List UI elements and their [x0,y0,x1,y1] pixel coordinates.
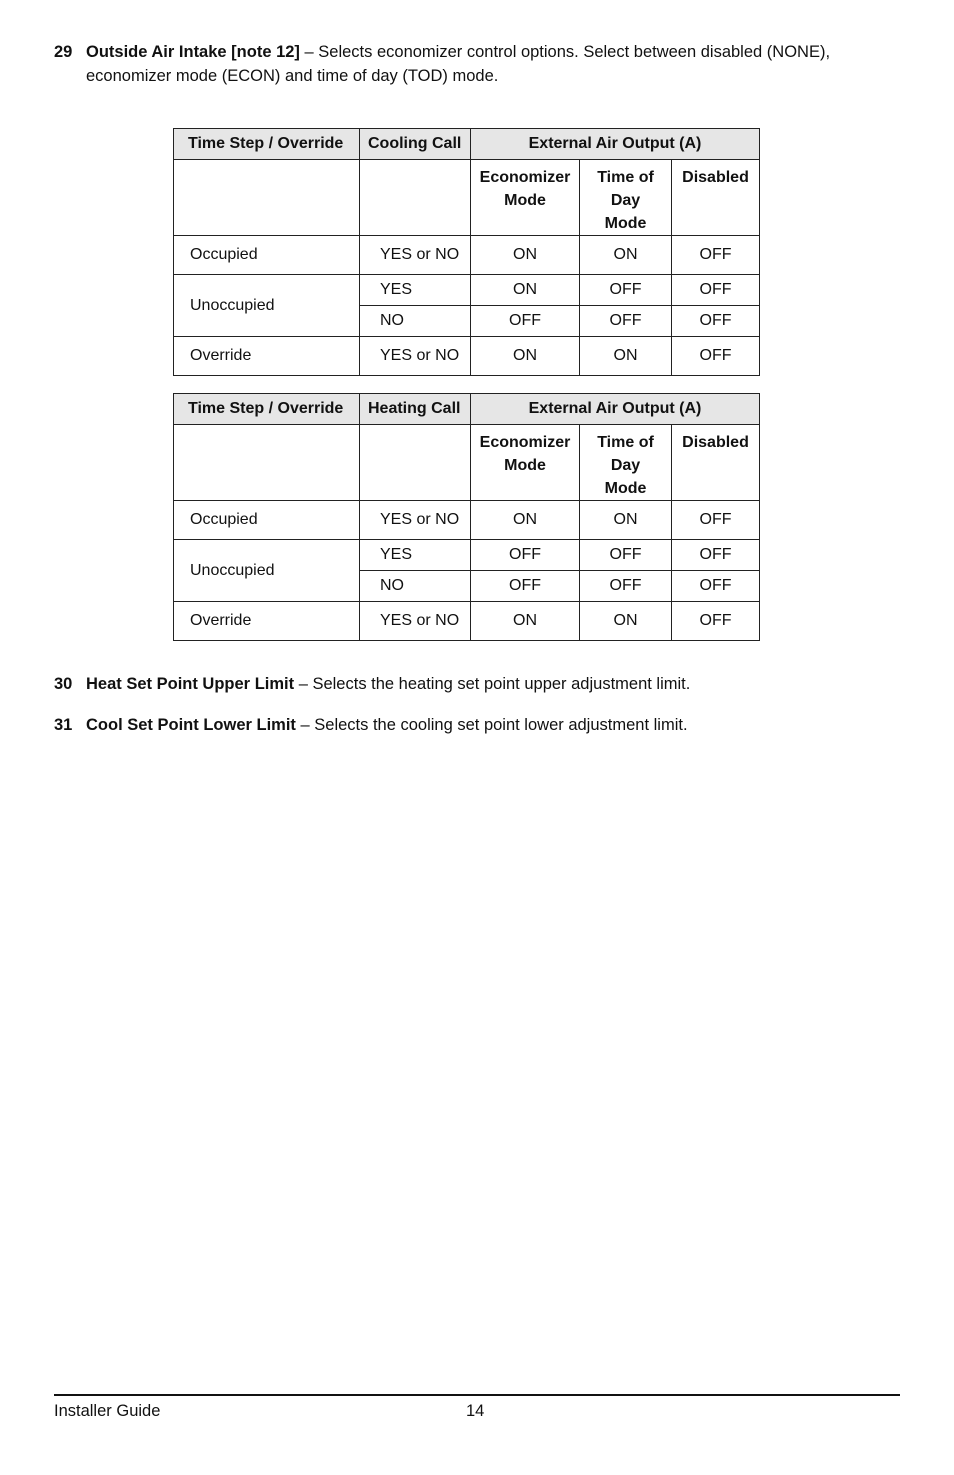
cell-tod: OFF [580,275,672,306]
cell-step: Unoccupied [174,540,360,602]
cell-econ: OFF [471,571,580,602]
subheader-time-of-day-mode: Time of Day Mode [580,160,672,236]
cell-tod: ON [580,501,672,540]
item-description [86,713,854,737]
cell-call: YES [360,540,471,571]
col-header-external-air-output: External Air Output (A) [471,394,760,425]
col-header-time-step: Time Step / Override [174,394,360,425]
item-29 [54,40,854,88]
cell-step: Occupied [174,501,360,540]
col-header-external-air-output: External Air Output (A) [471,129,760,160]
cell-call: YES or NO [360,236,471,275]
cell-tod: ON [580,236,672,275]
cell-disabled: OFF [672,540,760,571]
table-subheader-row [174,160,760,236]
item-description [86,672,854,696]
cell-econ: ON [471,337,580,376]
item-text-continued: economizer mode (ECON) and time of day (TOD) mode. [86,67,499,85]
table-row [174,540,760,571]
subheader-economizer-mode: Economizer Mode [471,160,580,236]
item-text: – Selects the cooling set point lower adjustment limit. [295,716,688,734]
item-number: 30 [54,675,73,693]
empty-cell [360,160,471,236]
cell-disabled: OFF [672,306,760,337]
col-header-cooling-call: Cooling Call [360,129,471,160]
cell-step: Unoccupied [174,275,360,337]
cell-call: YES or NO [360,602,471,641]
cell-disabled: OFF [672,571,760,602]
cell-step: Override [174,337,360,376]
cell-econ: ON [471,501,580,540]
table-row [174,501,760,540]
cell-tod: ON [580,337,672,376]
item-term: Outside Air Intake [note 12] [86,43,300,61]
item-text: – Selects economizer control options. Select between disabled (NONE), [299,43,831,61]
item-text: – Selects the heating set point upper adjustment limit. [294,675,691,693]
table-subheader-row [174,425,760,501]
col-header-heating-call: Heating Call [360,394,471,425]
footer-divider [54,1394,900,1396]
cell-step: Occupied [174,236,360,275]
cell-disabled: OFF [672,602,760,641]
table-header-row [174,129,760,160]
subheader-time-of-day-mode: Time of Day Mode [580,425,672,501]
empty-cell [174,160,360,236]
table-row [174,602,760,641]
cell-econ: ON [471,236,580,275]
item-term: Cool Set Point Lower Limit [86,716,296,734]
item-31 [54,713,854,737]
cell-econ: ON [471,602,580,641]
cell-econ: ON [471,275,580,306]
footer-page-number: 14 [466,1402,485,1420]
footer-document-title: Installer Guide [54,1402,161,1420]
cell-call: YES or NO [360,501,471,540]
item-number: 31 [54,716,73,734]
empty-cell [174,425,360,501]
table-row [174,236,760,275]
cell-tod: OFF [580,571,672,602]
item-description [86,40,854,88]
subheader-disabled: Disabled [672,425,760,501]
cell-tod: ON [580,602,672,641]
table-header-row [174,394,760,425]
cell-disabled: OFF [672,275,760,306]
item-number: 29 [54,43,73,61]
cell-econ: OFF [471,306,580,337]
cell-call: YES [360,275,471,306]
item-30 [54,672,854,696]
cell-tod: OFF [580,540,672,571]
heating-call-table [173,393,760,641]
table-row [174,337,760,376]
subheader-disabled: Disabled [672,160,760,236]
table-row [174,275,760,306]
cell-tod: OFF [580,306,672,337]
cell-disabled: OFF [672,501,760,540]
cell-disabled: OFF [672,236,760,275]
col-header-time-step: Time Step / Override [174,129,360,160]
cooling-call-table [173,128,760,376]
cell-call: NO [360,571,471,602]
cell-econ: OFF [471,540,580,571]
cell-call: NO [360,306,471,337]
cell-step: Override [174,602,360,641]
cell-disabled: OFF [672,337,760,376]
subheader-economizer-mode: Economizer Mode [471,425,580,501]
cell-call: YES or NO [360,337,471,376]
item-term: Heat Set Point Upper Limit [86,675,295,693]
empty-cell [360,425,471,501]
